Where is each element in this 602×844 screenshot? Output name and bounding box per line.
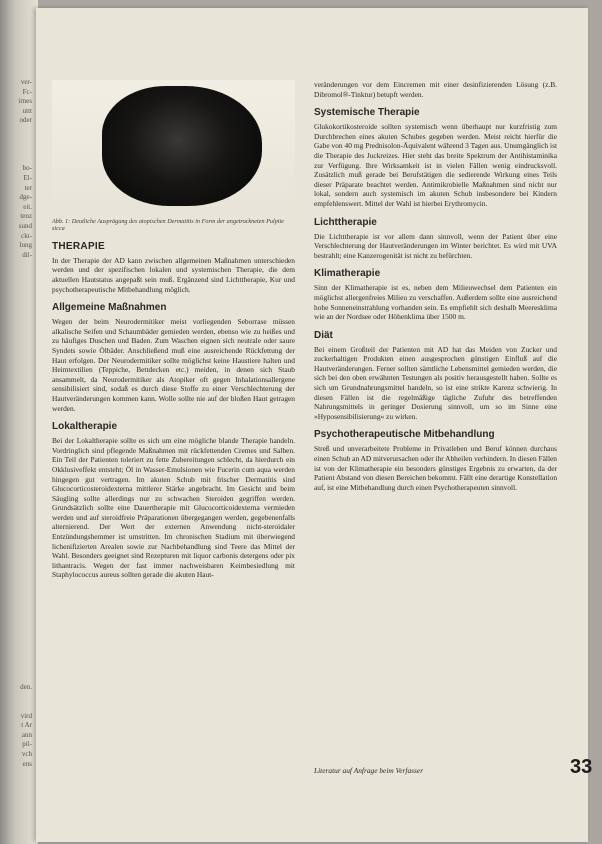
bleed-text-fragment: dil-	[22, 250, 32, 259]
section-paragraph: veränderungen vor dem Eincremen mit einer desinfizierenden Lösung (z.B. Dibromol®-Tinktur) betupft werden.	[314, 80, 557, 99]
lesion-image	[102, 86, 262, 206]
adjacent-page-edge	[0, 0, 38, 844]
section-heading: THERAPIE	[52, 240, 105, 252]
section-heading: Allgemeine Maßnahmen	[52, 302, 167, 314]
bleed-text-fragment: ver-	[20, 78, 32, 86]
section-heading: Lichttherapie	[314, 216, 377, 228]
bleed-text-fragment: vch	[21, 750, 32, 758]
figure-caption: Abb. 1: Deutliche Ausprägung des atopischen Dermatitis in Form der angetrockneten Pulpite sicca	[52, 218, 284, 233]
bleed-text-fragment: ann	[21, 730, 32, 739]
left-column	[52, 80, 295, 580]
section-paragraph: In der Therapie der AD kann zwischen allgemeinen Maßnahmen unterschieden werden und der spezifischen lokalen und systemischen Therapie, die dem aktuellen Hautstatus angepaßt sein muß. Ergänzend sind Lichttherapie, Kur und psychotherapeutische Mitbehandlung möglich.	[52, 255, 295, 294]
reference-note: Literatur auf Anfrage beim Verfasser	[314, 766, 424, 775]
bleed-text-fragment: dge-	[19, 193, 32, 202]
bleed-text-fragment: irnes	[18, 97, 32, 106]
bleed-text-fragment: sund	[18, 222, 32, 230]
section-paragraph: Bei der Lokaltherapie sollte es sich um eine mögliche blande Therapie handeln. Vordringlich sind pflegende Maßnahmen mit rückfettenden Cremes und Salben. Ein Teil der Patienten toleriert zu fette Zubereitungen schlecht, da hierdurch ein Okklusiveffekt entsteht; Öl in Wasser-Emulsionen wie Fucerin cum aqua werden hingegen gut vertragen. Im akuten Schub mit frischer Dermatitis sind Glucocorticosteroidexterna mittlerer Stärke angebracht. Im Gesicht und beim Säugling sollte allerdings nur zu schwachen Steroiden gegriffen werden. Grundsätzlich sollte eine Dauertherapie mit Glucocorticoidexterna vermieden werden und auf steroidfreie Präparationen übergegangen werden, gegebenenfalls alternierend. Der Wert der externen Anwendung nicht-steroidaler Entzündungshemmer ist umstritten. Im chronischen Stadium mit überwiegend lichenifizierten Arealen sowie zur Nachbehandlung sind Teere das Mittel der Wahl. Besonders geeignet sind Rezepturen mit liquor carbonis detergens oder pix lithantracis. Wegen der fast immer nachweisbaren Keimbesiedlung mit Staphylococcus aureus sollten gerade die akuten Haut-	[52, 436, 295, 580]
section-heading: Klimatherapie	[314, 268, 381, 280]
bleed-text-fragment: oder	[19, 116, 32, 125]
bleed-text-fragment: ckt-	[21, 231, 32, 240]
section-paragraph: Glukokortikosteroide sollten systemisch wenn überhaupt nur kurzfristig zum Durchbrechen eines akuten Schubes gegeben werden. Meist reicht hierfür die Gabe von 40 mg Prednisolon-Äquivalent während 3 Tagen aus. Unumgänglich ist die Therapie des Juckreizes. Hier steht das breite Spektrum der Antihistaminika zur Verfügung. Ihre Wirksamkeit ist in vielen Fällen wenig eindrucksvoll. Zusätzlich muß gerade bei Berufstätigen die sedierende Wirkung eines Teils dieser Präparate beachtet werden. Antimikrobielle Maßnahmen sind nicht nur lokal, sondern auch systemisch im akuten Schub insbesondere bei Kindern empfehlenswert. Mittel der Wahl ist hierbei Erythromycin.	[314, 122, 557, 208]
figure-photo	[52, 80, 295, 210]
bleed-text-fragment: bo-	[22, 164, 32, 173]
left-sections	[52, 241, 295, 580]
right-sections	[314, 80, 557, 492]
bleed-text-fragment: El-	[23, 174, 32, 182]
bleed-text-fragment: t Ar	[21, 721, 32, 730]
bleed-text-fragment: ter	[24, 183, 32, 192]
section-heading: Psychotherapeutische Mitbehandlung	[314, 429, 495, 441]
bleed-text-fragment: Fc-	[22, 87, 32, 96]
section-heading: Systemische Therapie	[314, 107, 420, 119]
section-paragraph: Bei einem Großteil der Patienten mit AD hat das Meiden von Zucker und zuckerhaltigen Produkten einen ausgesprochen günstigen Einfluß auf die Hautveränderungen. Ferner sollten sämtliche Lebensmittel gemieden werden, die sich bei den oben erwähnten Testungen als positiv herausgestellt haben. Sollte es sich um Grundnahrungsmittel handeln, so ist eine strikte Karenz schwierig. In diesen Fällen ist die regelmäßige tägliche Zufuhr des betreffenden Nahrungsmittels in geringer Dosierung sinnvoll, um so im Sinne eine »Hyposensibilisierung« zu wirken.	[314, 344, 557, 421]
section-paragraph: Sinn der Klimatherapie ist es, neben dem Milieuwechsel dem Patienten ein möglichst allergenfreies Milieu zu verschaffen. Außerdem sollte eine ausreichend hohe Sonneneinstrahlung vorhanden sein. Es empfiehlt sich deshalb Meeresklima wie an der Nordsee oder Höhenklima über 1500 m.	[314, 283, 557, 322]
bleed-text-fragment: vird	[20, 711, 32, 720]
article-page	[36, 8, 593, 842]
bleed-text-fragment: uttt	[22, 106, 32, 115]
bleed-text-fragment: tenz	[20, 212, 32, 221]
section-heading: Diät	[314, 329, 333, 341]
right-column	[314, 80, 557, 492]
bleed-text-fragment: eit.	[23, 202, 32, 211]
section-paragraph: Wegen der beim Neurodermitiker meist vorliegenden Seborrase müssen alkalische Seifen und Schaumbäder gemieden werden, ebenso wie zu heißes und zu häufiges Duschen und Baden. Zum Waschen eignen sich neutrale oder saure Syndets sowie Ölbäder. Anschließend muß eine ausreichende Rückfettung der Haut erfolgen. Der Neurodermitiker sollte möglichst keine Haustiere halten und Heimtextilien (Teppiche, Bettdecken etc.) meiden, in denen sich Staub ansammelt, da Neurodermitiker als Atopiker oft gegen Inhalationsallergene sensibilisiert sind, sodaß es durch diese Stoffe zu einer Verschlechterung der Hautveränderungen kommen kann. Wolle sollte nie auf der bloßen Haut getragen werden.	[52, 317, 295, 413]
section-paragraph: Die Lichttherapie ist vor allem dann sinnvoll, wenn der Patient über eine Verschlechterung der Hautveränderungen im Winter berichtet. Es wird mit UVA bestrahlt; eine Kanzerogenität ist nicht zu befürchten.	[314, 231, 557, 260]
bleed-text-fragment: pil-	[22, 740, 32, 749]
page-number: 33	[570, 756, 593, 778]
bleed-text-fragment: ens	[22, 759, 32, 768]
bleed-text-fragment: lung	[19, 241, 32, 250]
section-heading: Lokaltherapie	[52, 421, 118, 433]
bleed-text-fragment: den.	[20, 682, 32, 691]
section-paragraph: Streß und unverarbeitete Probleme in Privatleben und Beruf können durchaus einen Schub an AD mitverursachen oder ihr Abheilen verhindern. In diesen Fällen ist von der Klimatherapie ein besonders günstiges Ergebnis zu erwarten, da der Patient Abstand von diesen Bereichen bekommt. Fällt eine derartige Konstellation auf, ist eine Mitbehandlung durch einen Psychotherapeuten sinnvoll.	[314, 444, 558, 492]
